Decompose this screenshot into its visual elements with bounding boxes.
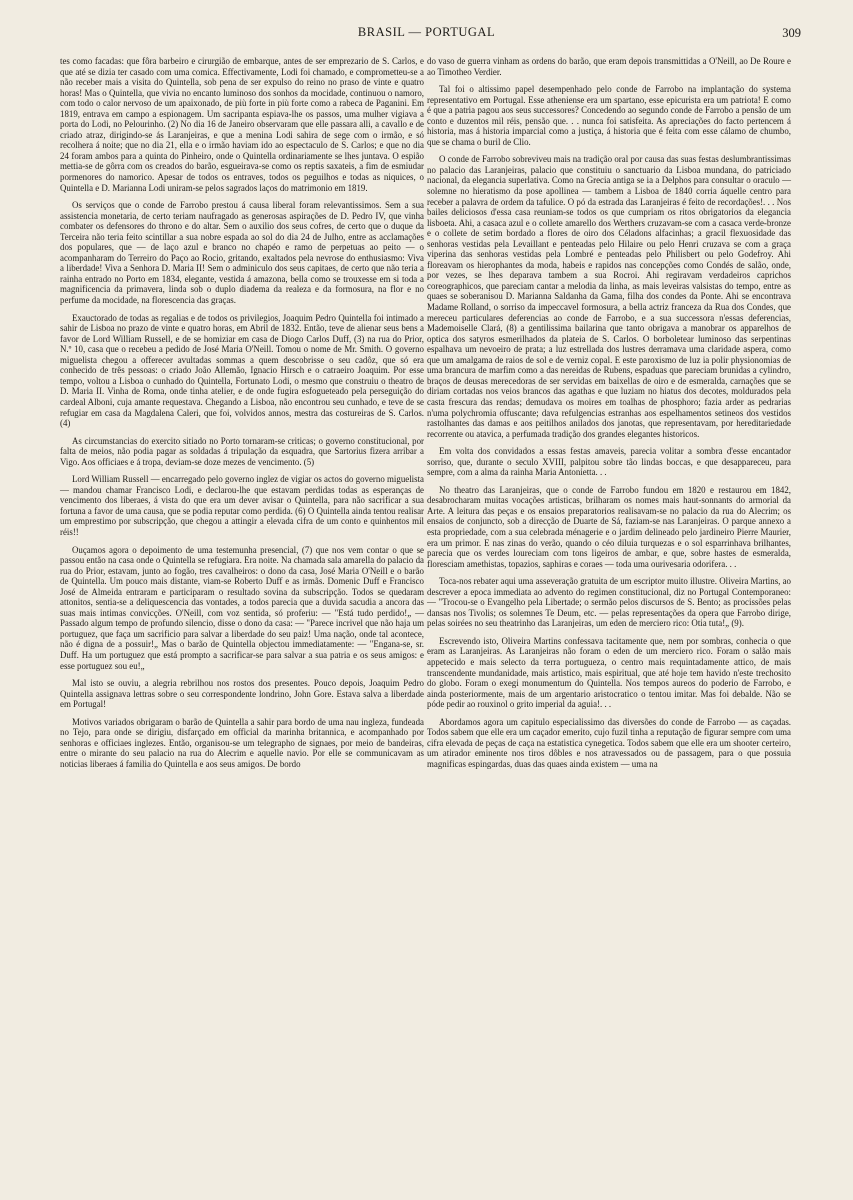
paragraph: Exauctorado de todas as regalias e de todos os privilegios, Joaquim Pedro Quintella foi intimado a sahir de Lisboa no prazo de vinte e quatro horas, em Abril de 1832. Então, teve de alienar seus bens a favor de Lord William Russell, e de se homiziar em casa de Diogo Carlos Duff, (3) na rua do Prior, N.º 10, casa que o recebeu a pedido de José Maria O'Neill. Tomou o nome de Mr. Smith. O governo miguelista chegou a offerecer avultadas sommas a quem descobrisse o seu cadôz, que só era conhecido de três pessoas: o criado João Allemão, Ignacio Hirsch e o catraeiro Joaquim. Por esse tempo, voltou a Lisboa o cunhado do Quintella, Fortunato Lodi, o mesmo que construiu o theatro de D. Maria II. Vinha de Roma, onde tinha atelier, e de onde fugira esfogueteado pela perseguição do cardeal Alboni, cuja amante requestava. Chegando a Lisboa, não encontrou seu cunhado, e teve de se refugiar em casa da Magdalena Caleri, que foi, volvidos annos, mestra das costureiras de S. Carlos. (4) <box>60 312 424 429</box>
running-header: BRASIL — PORTUGAL <box>357 25 496 39</box>
paragraph: Abordamos agora um capitulo especialissimo das diversões do conde de Farrobo — as caçadas. Todos sabem que elle era um caçador emerito, cujo fuzil tinha a reputação de figurar sempre com uma cifra elevada de peças de caça na estatistica cynegetica. Todos sabem que elle era um shooter certeiro, um atirador eminente nos tiros dôbles e nos atravessados ou de passagem, para o que possuia magnificas espingardas, duas das quaes ainda existem — uma na <box>427 716 791 769</box>
paragraph: do vaso de guerra vinham as ordens do barão, que eram depois transmittidas a O'Neill, ao De Roure e ao Timotheo Verdier. <box>427 56 791 77</box>
paragraph: Tal foi o altissimo papel desempenhado pelo conde de Farrobo na implantação do systema representativo em Portugal. Esse atheniense era um spartano, esse epicurista era um patriota! E como é que a patria pagou aos seus successores? Concedendo ao segundo conde de Farrobo a pensão de um conto e duzentos mil réis, pensão que. . . nunca foi satisfeita. As apreciações do facto pertencem á historia, mas á historia imparcial como a justiça, á historia que é feita com esse cálamo de chumbo, que se chama o buril de Clio. <box>427 84 791 147</box>
paragraph: Os serviços que o conde de Farrobo prestou á causa liberal foram relevantissimos. Sem a sua assistencia monetaria, de certo teriam naufragado as generosas aspirações de D. Pedro IV, que vinha combater os defensores do throno e do altar. Sem o auxilio dos seus cofres, de certo que o duque da Terceira não teria feito scintillar a sua nobre espada ao sol do dia 24 de Julho, entre as acclamações dos populares, que — de laço azul e branco no chapéo e ramo de perpetuas ao peito — o acompanharam do Terreiro do Paço ao Rocio, gritando, exaltados pela nevrose do enthusiasmo: Viva a liberdade! Viva a Senhora D. Maria II! Sem o adminiculo dos seus capitaes, de certo que não teria a rainha entrado no Porto em 1834, elegante, vestida á amazona, bella como se trouxesse em si toda a magnificencia da primavera, linda sob o duplo diadema da realeza e da formosura, na flor e no perfume da mocidade, na florescencia das graças. <box>60 200 424 306</box>
paragraph: Mal isto se ouviu, a alegria rebrilhou nos rostos dos presentes. Pouco depois, Joaquim Pedro Quintella assignava lettras sobre o seu correspondente londrino, John Gore. Estava salva a liberdade em Portugal! <box>60 678 424 710</box>
left-column <box>60 56 424 776</box>
right-column <box>427 56 791 776</box>
paragraph: Lord William Russell — encarregado pelo governo inglez de vigiar os actos do governo miguelista — mandou chamar Francisco Lodi, e declarou-lhe que estavam perdidas todas as esperanças de vencimento dos liberaes, á vista do que era um dever avisar o Quintella, para não sacrificar a sua fortuna a favor de uma causa, que se podia reputar como perdida. (6) O Quintella ainda tentou realisar um emprestimo por subscripção, que chegou a attingir a elevada cifra de um conto e quinhentos mil réis!! <box>60 474 424 537</box>
paragraph: Em volta dos convidados a essas festas amaveis, parecia volitar a sombra d'esse encantador sorriso, que, durante o seculo XVIII, palpitou sobre tão lindas boccas, e que desappareceu, para sempre, com a alma da rainha Maria Antonietta. . . <box>427 446 791 478</box>
paragraph: Toca-nos rebater aqui uma asseveração gratuita de um escriptor muito illustre. Oliveira Martins, ao descrever a epoca immediata ao advento do regimen constitucional, diz no Portugal Contemporaneo: — "Trocou-se o Evangelho pela Libertade; o sermão pelos discursos de S. Bento; as procissões pelas dansas nos Tivolis; os solemnes Te Deum, etc. — pelas representações da opera que Farrobo dirige, pelas soirées no seu theatrinho das Laranjeiras, um eden de merciero rico: Otia tuta!„ (9). <box>427 576 791 629</box>
paragraph: Escrevendo isto, Oliveira Martins confessava tacitamente que, nem por sombras, conhecia o que eram as Laranjeiras. As Laranjeiras não foram o eden de um merciero rico. Foram o salão mais appetecido e mais selecto da terra portugueza, o centro mais requintadamente attico, de mais transcendente mundanidade, mais artistico, mais espiritual, que até hoje tem havido n'este trechosito do globo. Foram o exegi monumentum do Quintella. Nos tempos aureos do poderio de Farrobo, e ainda posteriormente, mais de um argentario aristocratico o tentou imitar. Mas foi debalde. Não se póde pedir ao rouxinol o grito imperial da aguia!. . . <box>427 635 791 710</box>
paragraph: tes como facadas: que fôra barbeiro e cirurgião de embarque, antes de ser emprezario de S. Carlos, e que até se dizia ter casado com uma comica. Effectivamente, Lodi foi chamado, e comprometteu-se a não receber mais a visita do Quintella, sob pena de ser expulso do reino no praso de vinte e quatro horas! Mas o Quintella, que vivia no encanto luminoso dos sonhos da mocidade, continuou o namoro, com todo o calor nervoso de um apaixonado, de più forte in più forte como a rabeca de Paganini. Em 1819, entrava em campo a espionagem. Um sacripanta espiava-lhe os passos, uma mulher vigiava a porta do Lodi, no Pelourinho. (2) No dia 16 de Janeiro observaram que elle passara alli, a cavallo e de criado atraz, dirigindo-se ás Laranjeiras, e que a menina Lodi sahira de sege com o irmão, e só recolhera á noite; que no dia 21, ella e o irmão haviam ido ao espectaculo de S. Carlos; e que no dia 24 foram ambos para a quinta do Pinheiro, onde o Quintella ordinariamente se lhes juntava. O espião mettia-se de gôrra com os creados do barão, esgueirava-se como os reptis saxateis, a fim de esmiudar pormenores do namorico. Apesar de todos os entraves, todos os peguilhos e todas as niquices, o Quintella e D. Marianna Lodi uniram-se pelos sagrados laços do matrimonio em 1819. <box>60 56 424 193</box>
paragraph: O conde de Farrobo sobreviveu mais na tradição oral por causa das suas festas deslumbrantissimas no palacio das Laranjeiras, palacio que constituiu o sanctuario da Lisboa mundana, do patriciado nacional, da elegancia superlativa. Como na Grecia antiga se ia a Delphos para consultar o oraculo — solemne no hieratismo da pose apollinea — tambem a Lisboa de 1840 corria áquelle centro para receber a palavra de ordem da tafulice. O pó da estrada das Laranjeiras é feito de recordações!. . . Nos bailes deliciosos d'essa casa reuniam-se todos os que cumpriam os ritos obrigatorios da elegancia lisboeta. Ahi, a casaca azul e o collete amarello dos Werthers cruzavam-se com a casaca verde-bronze e o collete de setim bordado a flores de oiro dos Céladons alfacinhas; a gracil flexuosidade das senhoras vestidas pela Levaillant e penteadas pelo Hilaire ou pelo Henri cruzava se com a graça viperina das senhoras vestidas pela Lombré e penteadas pelo Philisbert ou pelo Godefroy. Ahi floreavam os hierophantes da moda, habeis e rapidos nas concepções como Condés de salão, onde, por vezes, se lhes deparava tambem a sua Rocroi. Ahi regiravam verdadeiros caprichos coreographicos, que pareciam cantar a melodia da linha, as mais leveiras valsistas do tempo, entre as quaes se soberanisou D. Marianna Saldanha da Gama, filha dos condes da Ponte. Ahi se encontrava Madame Rolland, o sorriso da impeccavel formosura, a bella actriz franceza da Rua dos Condes, que mereceu particulares deferencias ao conde de Farrobo, e a sua successora n'essas deferencias, Mademoiselle Clará, (8) a gentilissima bailarina que tanto obrigava a manobrar os apparelhos de optica dos satyros esmerilhados da plateia de S. Carlos. O borboletear luminoso das serpentinas espalhava um nevoeiro de prata; a luz estrellada dos lustres derramava uma claridade aspera, como que um amalgama de raios de sol e de verniz copal. E este paroxismo de luz ia polir physionomias de uma brancura de marfim como a das nereidas de Rubens, espaduas que pareciam brunidas a cylindro, braços de deusas merecedoras de ser servidas em baixellas de oiro e de esmeralda, carnações que se diriam cortadas nos veios brancos das agathas e que luziam no hiatus dos decotes, moldurados pela casta frescura das rendas; demudava os moires em toalhas de phosphoro; fazia arder as pedrarias n'uma polychromia offuscante; dava refulgencias estranhas aos espelhamentos setineos dos vestidos rastolhantes das damas e aos peitilhos anilados dos janotas, que representavam, por hereditariedade recorrente ou atavica, a perfumada tradição dos grandes elegantes historicos. <box>427 154 791 439</box>
paragraph: Ouçamos agora o depoimento de uma testemunha presencial, (7) que nos vem contar o que se passou então na casa onde o Quintella se refugiara. Era noite. Na chamada sala amarella do palacio da rua do Prior, estavam, junto ao fogão, tres cavalheiros: o dono da casa, José Maria O'Neill e o barão de Quintella. Um pouco mais distante, viam-se Roberto Duff e as irmãs. Domenic Duff e Francisco José de Almeida entraram e participaram o resultado sovina da subscripção. Todos se quedaram attonitos, sentia-se a deliquescencia das vontades, a todos parecia que a duvida sacudia a ancora das suas mais intimas convicções. O'Neill, com voz sentida, só proferiu: — "Está tudo perdido!„ — Passado algum tempo de profundo silencio, disse o dono da casa: — "Parece incrivel que não haja um portuguez, que faça um sacrificio para salvar a liberdade do seu paiz! Uma nação, onde tal acontece, não é digna de a possuir!„ Mas o barão de Quintella objectou immediatamente: — "Engana-se, sr. Duff. Ha um portuguez que está prompto a sacrificar-se para salvar a sua patria e os seus amigos: e esse portuguez sou eu!„ <box>60 544 424 671</box>
paragraph: As circumstancias do exercito sitiado no Porto tornaram-se criticas; o governo constitucional, por falta de meios, não podia pagar as soldadas á tripulação da esquadra, que Sartorius fizera arribar a Vigo. Aos officiaes e á tropa, deviam-se doze mezes de vencimento. (5) <box>60 435 424 467</box>
paragraph: Motivos variados obrigaram o barão de Quintella a sahir para bordo de uma nau ingleza, fundeada no Tejo, para onde se dirigiu, disfarçado em official da marinha britannica, e acompanhado por senhoras e officiaes inglezes. Então, organisou-se um telegrapho de signaes, por meio de bandeiras, entre o mirante do seu palacio na rua do Alecrim e aquelle navio. Por elle se communicavam as noticias liberaes á familia do Quintella e aos seus amigos. De bordo <box>60 716 424 769</box>
paragraph: No theatro das Laranjeiras, que o conde de Farrobo fundou em 1820 e restaurou em 1842, desabrocharam muitas vocações artisticas, brilharam os nomes mais haut-sonnants do armorial da Arte. A leitura das peças e os ensaios preparatorios realisavam-se no palacio da rua do Alecrim; os ensaios de conjuncto, sob a direcção de Duarte de Sá, faziam-se nas Laranjeiras. O parque annexo a esta propriedade, com a sua celebrada ménagerie e o jardim delineado pelo jardineiro Pierre Maurier, era um primor. E nas zinas do verão, quando o céo diluia turquezas e o sol esparrinhava brilhantes, parecia que os verdes loureciam com tons ligeiros de ambar, e que, sobre hastes de esmeralda, floresciam amethistas, topazios, saphiras e coraes — toda uma ourivesaria odorifera. . . <box>427 484 791 569</box>
page-number: 309 <box>782 26 801 40</box>
